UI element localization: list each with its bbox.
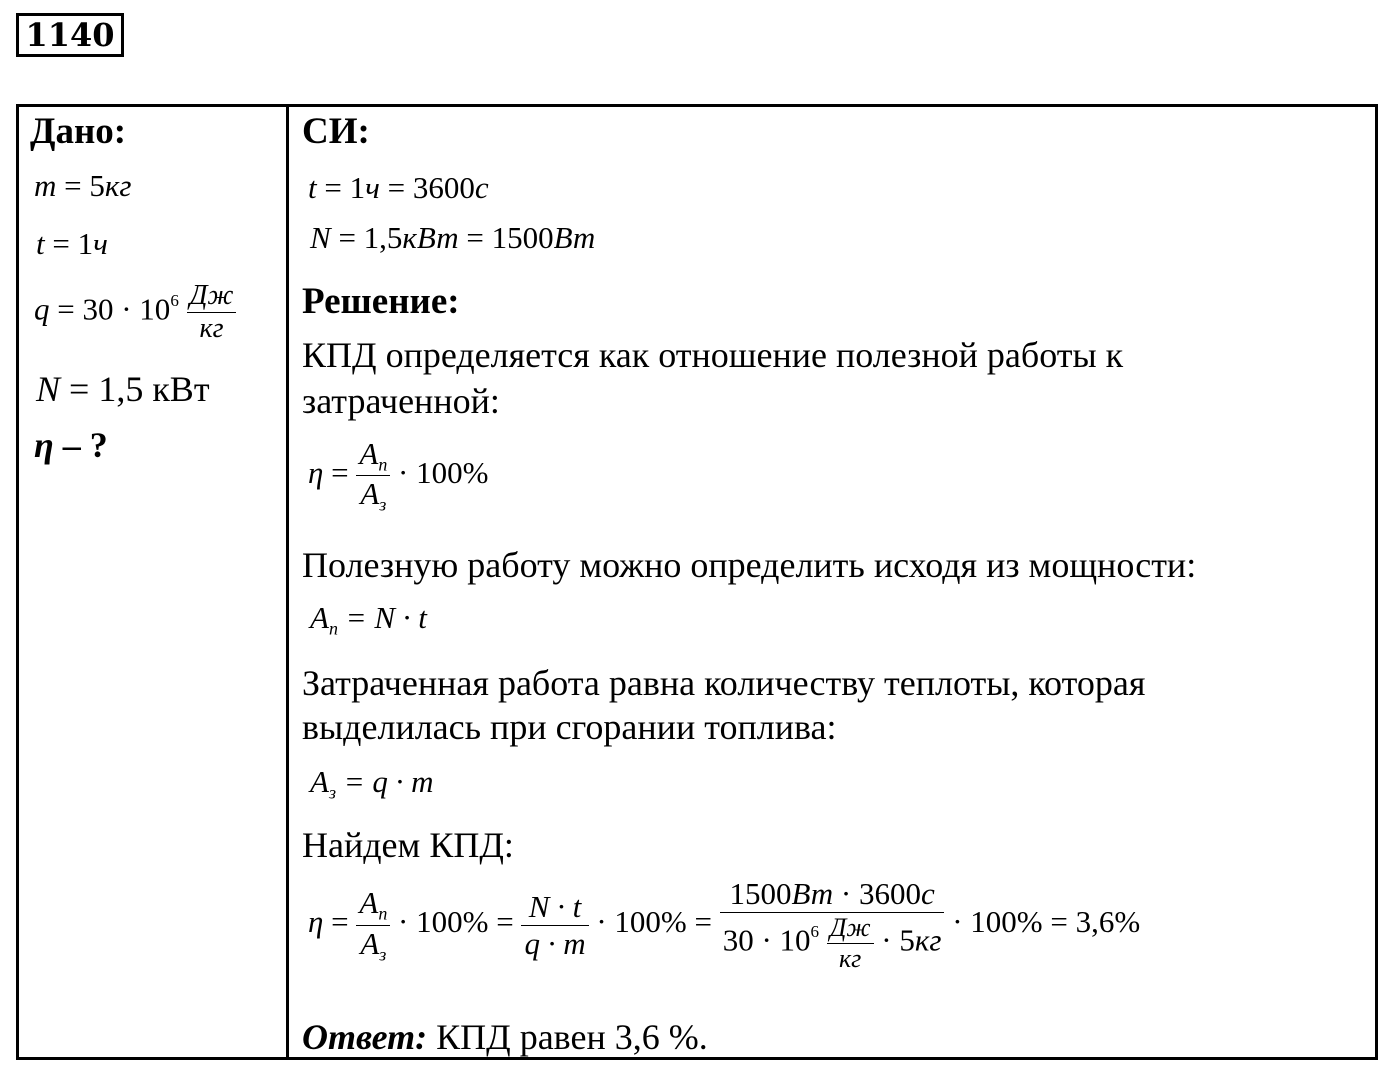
- solution-paragraph-2: Полезную работу можно определить исходя из мощности:: [302, 545, 1197, 585]
- formula-useful-work: $A_п = N \cdot t$: [310, 600, 427, 639]
- si-heading: СИ:: [302, 111, 370, 152]
- si-time: t = 1ч = 3600с: [308, 170, 489, 205]
- given-mass: m = 5кг: [34, 168, 132, 203]
- formula-efficiency-definition: η = $\frac{A_п}{A_з}$ · 100%: [308, 436, 489, 515]
- solution-paragraph-3-line-2: выделилась при сгорании топлива:: [302, 707, 837, 747]
- answer-label: Ответ:: [302, 1017, 428, 1057]
- solution-heading: Решение:: [302, 281, 460, 322]
- answer: [302, 1016, 708, 1058]
- column-divider: [286, 104, 289, 1060]
- si-power: N = 1,5кВт = 1500Вт: [310, 220, 596, 255]
- given-power: N = 1,5 кВт: [36, 369, 210, 409]
- problem-number: 1140: [16, 13, 124, 57]
- solution-paragraph-3-line-1: Затраченная работа равна количеству теплоты, которая: [302, 663, 1146, 703]
- answer-text: КПД равен 3,6 %.: [427, 1017, 708, 1057]
- formula-spent-work: $A_з = q \cdot m$: [310, 764, 434, 803]
- given-time: t = 1ч: [36, 226, 108, 261]
- given-unknown-efficiency: η – ?: [34, 425, 108, 465]
- solution-paragraph-1-line-2: затраченной:: [302, 381, 500, 421]
- solution-paragraph-1-line-1: КПД определяется как отношение полезной работы к: [302, 335, 1124, 375]
- given-heat-of-combustion: $q = 30 \cdot 10^6$ $\frac{Дж}{кг}$: [34, 280, 236, 345]
- given-heading: Дано:: [30, 111, 127, 152]
- formula-efficiency-calculation: η = $\frac{A_п}{A_з}$ · 100% = $\frac{N \cdot t}{q \cdot m}$ · 100% = 1500Вт · 3600с $30 \cdot 10^6$ $\frac{Дж}{кг}$ · 5кг · 100% = 3,6%: [308, 876, 1141, 973]
- solution-paragraph-4: Найдем КПД:: [302, 825, 514, 865]
